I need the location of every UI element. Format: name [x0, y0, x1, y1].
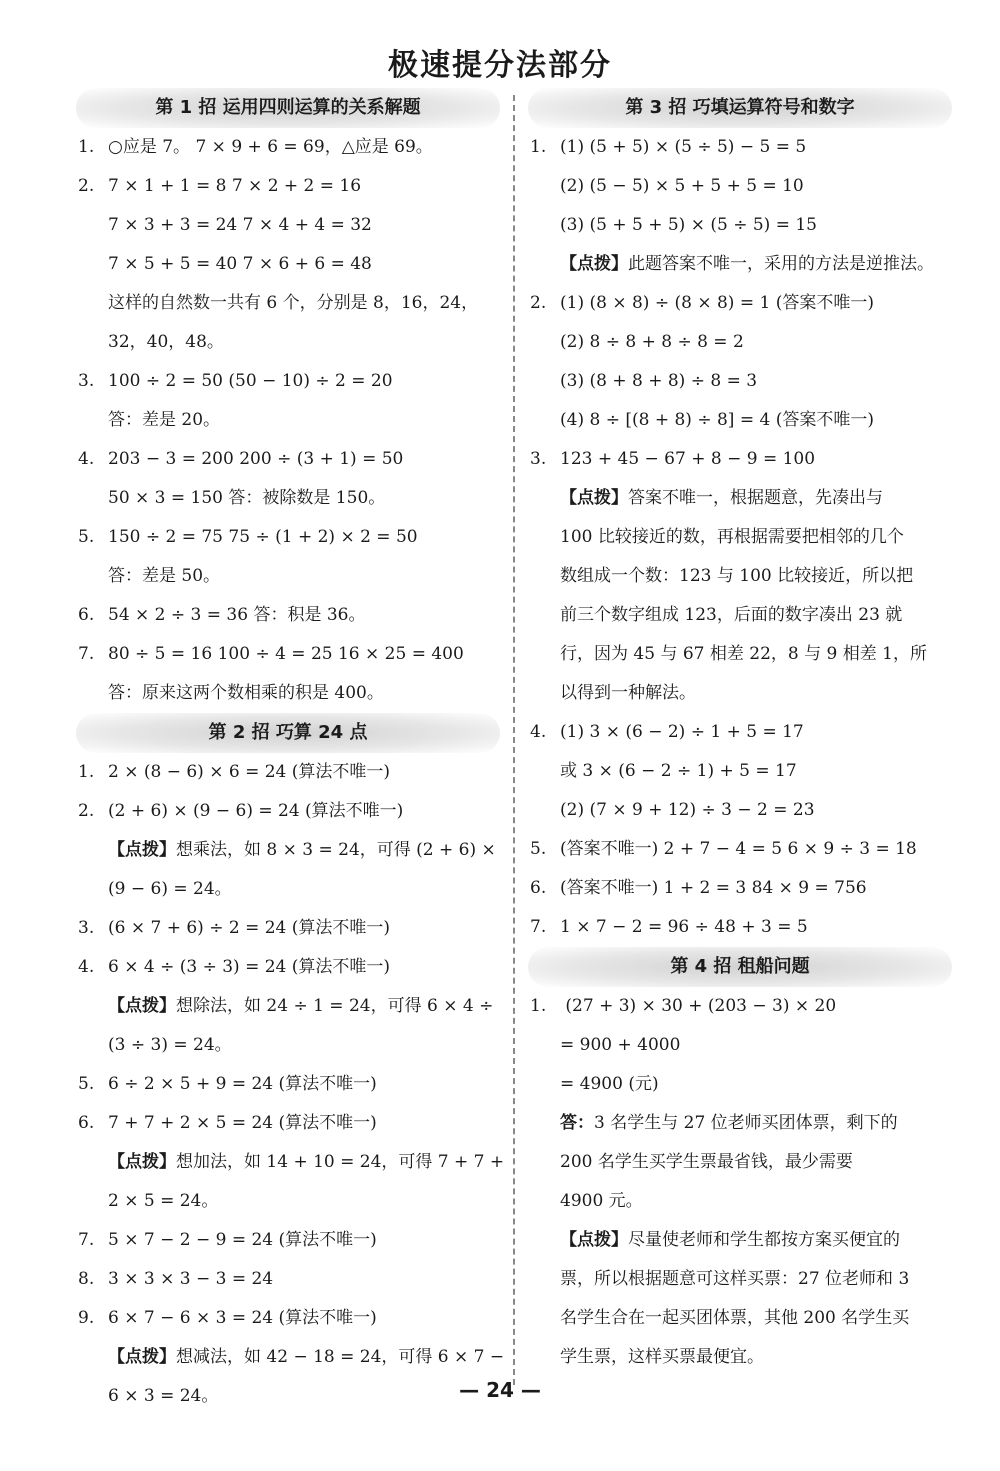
- answer-text: 123 + 45 − 67 + 8 − 9 = 100: [560, 449, 816, 469]
- answer-line: [530, 791, 950, 830]
- answer-text: 想除法，如 24 ÷ 1 = 24，可得 6 × 4 ÷: [176, 996, 494, 1016]
- answer-line: [530, 869, 950, 908]
- answer-line: [78, 440, 498, 479]
- answer-line: [78, 479, 498, 518]
- answer-text: (2) (7 × 9 + 12) ÷ 3 − 2 = 23: [560, 800, 815, 820]
- answer-text: = 900 + 4000: [560, 1035, 681, 1055]
- answer-text: 203 − 3 = 200 200 ÷ (3 + 1) = 50: [108, 449, 404, 469]
- section-heading: 第 4 招 租船问题: [528, 947, 952, 987]
- answer-text: 32，40，48。: [108, 332, 224, 352]
- answer-line: [78, 635, 498, 674]
- answer-text: (3) (5 + 5 + 5) × (5 ÷ 5) = 15: [560, 215, 817, 235]
- answer-text: (1) (5 + 5) × (5 ÷ 5) − 5 = 5: [560, 137, 807, 157]
- answer-line: [78, 987, 498, 1026]
- answer-line: [78, 792, 498, 831]
- question-number: 1.: [78, 762, 95, 782]
- answer-line: [530, 323, 950, 362]
- question-number: 9.: [78, 1308, 95, 1328]
- answer-line: [78, 596, 498, 635]
- answer-text: 80 ÷ 5 = 16 100 ÷ 4 = 25 16 × 25 = 400: [108, 644, 464, 664]
- answer-line: [78, 948, 498, 987]
- answer-text: = 4900 (元): [560, 1074, 659, 1094]
- tip-label: 【点拨】: [560, 1230, 628, 1250]
- tip-label: 【点拨】: [108, 1152, 176, 1172]
- answer-line: [78, 1221, 498, 1260]
- question-number: 8.: [78, 1269, 95, 1289]
- answer-line: [78, 753, 498, 792]
- section-heading: 第 1 招 运用四则运算的关系解题: [76, 88, 500, 128]
- answer-line: [530, 987, 950, 1026]
- question-number: 3.: [78, 918, 95, 938]
- answer-text: 7 × 3 + 3 = 24 7 × 4 + 4 = 32: [108, 215, 372, 235]
- answer-text: (27 + 3) × 30 + (203 − 3) × 20: [560, 996, 837, 1016]
- answer-line: [78, 1143, 505, 1182]
- answer-line: [78, 909, 498, 948]
- answer-text: (2) (5 − 5) × 5 + 5 + 5 = 10: [560, 176, 804, 196]
- question-number: 4.: [78, 957, 95, 977]
- tip-label: 【点拨】: [560, 254, 628, 274]
- answer-text: 3 × 3 × 3 − 3 = 24: [108, 1269, 274, 1289]
- answer-line: [530, 284, 950, 323]
- question-number: 6.: [78, 605, 95, 625]
- question-number: 1.: [530, 996, 547, 1016]
- question-number: 3.: [78, 371, 95, 391]
- answer-text: 答：差是 50。: [108, 566, 221, 586]
- answer-text: 7 × 5 + 5 = 40 7 × 6 + 6 = 48: [108, 254, 372, 274]
- question-number: 3.: [530, 449, 547, 469]
- tip-label: 【点拨】: [108, 1347, 176, 1367]
- answer-line: [78, 206, 498, 245]
- answer-text: 行，因为 45 与 67 相差 22，8 与 9 相差 1，所: [560, 644, 927, 664]
- answer-text: (答案不唯一) 2 + 7 − 4 = 5 6 × 9 ÷ 3 = 18: [560, 839, 917, 859]
- answer-text: (3 ÷ 3) = 24。: [108, 1035, 232, 1055]
- answer-text: (2) 8 ÷ 8 + 8 ÷ 8 = 2: [560, 332, 744, 352]
- question-number: 2.: [78, 801, 95, 821]
- question-number: 6.: [78, 1113, 95, 1133]
- answer-text: 这样的自然数一共有 6 个，分别是 8，16，24，: [108, 293, 479, 313]
- answer-line: [78, 128, 498, 167]
- answer-text: (9 − 6) = 24。: [108, 879, 232, 899]
- answer-text: (答案不唯一) 1 + 2 = 3 84 × 9 = 756: [560, 878, 867, 898]
- answer-text: 想加法，如 14 + 10 = 24，可得 7 + 7 +: [176, 1152, 505, 1172]
- answer-text: 名学生合在一起买团体票，其他 200 名学生买: [560, 1308, 910, 1328]
- tip-label: 【点拨】: [108, 996, 176, 1016]
- question-number: 4.: [78, 449, 95, 469]
- answer-line: [78, 674, 498, 713]
- answer-text: 尽量使老师和学生都按方案买便宜的: [628, 1230, 900, 1250]
- answer-line: [78, 1065, 498, 1104]
- answer-text: 150 ÷ 2 = 75 75 ÷ (1 + 2) × 2 = 50: [108, 527, 418, 547]
- question-number: 6.: [530, 878, 547, 898]
- answer-text: 3 名学生与 27 位老师买团体票，剩下的: [594, 1113, 898, 1133]
- answer-text: 200 名学生买学生票最省钱，最少需要: [560, 1152, 853, 1172]
- tip-label: 答：: [560, 1113, 594, 1133]
- question-number: 2.: [78, 176, 95, 196]
- answer-text: 答案不唯一，根据题意，先凑出与: [628, 488, 883, 508]
- answer-line: [530, 1338, 950, 1377]
- answer-text: 6 ÷ 2 × 5 + 9 = 24 (算法不唯一): [108, 1074, 377, 1094]
- question-number: 7.: [78, 644, 95, 664]
- question-number: 5.: [530, 839, 547, 859]
- answer-text: 前三个数字组成 123，后面的数字凑出 23 就: [560, 605, 903, 625]
- answer-line: [530, 1065, 950, 1104]
- answer-line: [530, 830, 950, 869]
- answer-line: [530, 1182, 950, 1221]
- tip-label: 【点拨】: [560, 488, 628, 508]
- question-number: 1.: [78, 137, 95, 157]
- answer-text: 票，所以根据题意可这样买票：27 位老师和 3: [560, 1269, 910, 1289]
- answer-line: [78, 323, 498, 362]
- answer-text: 或 3 × (6 − 2 ÷ 1) + 5 = 17: [560, 761, 797, 781]
- answer-line: [530, 674, 950, 713]
- question-number: 5.: [78, 1074, 95, 1094]
- answer-line: [78, 1338, 505, 1377]
- answer-text: 54 × 2 ÷ 3 = 36 答：积是 36。: [108, 605, 366, 625]
- section-heading: 第 3 招 巧填运算符号和数字: [528, 88, 952, 128]
- answer-text: 100 ÷ 2 = 50 (50 − 10) ÷ 2 = 20: [108, 371, 393, 391]
- answer-text: (1) 3 × (6 − 2) ÷ 1 + 5 = 17: [560, 722, 804, 742]
- right-column: [530, 88, 950, 1377]
- answer-line: [530, 440, 950, 479]
- answer-line: [78, 401, 498, 440]
- answer-line: [78, 284, 498, 323]
- answer-line: [530, 1260, 950, 1299]
- answer-text: 1 × 7 − 2 = 96 ÷ 48 + 3 = 5: [560, 917, 808, 937]
- answer-line: [78, 518, 498, 557]
- answer-line: [530, 557, 950, 596]
- answer-line: [78, 1299, 498, 1338]
- answer-text: 7 + 7 + 2 × 5 = 24 (算法不唯一): [108, 1113, 377, 1133]
- answer-line: [78, 1104, 498, 1143]
- answer-text: 6 × 3 = 24。: [108, 1386, 219, 1406]
- answer-line: [530, 1221, 950, 1260]
- answer-line: [530, 1026, 950, 1065]
- answer-text: 7 × 1 + 1 = 8 7 × 2 + 2 = 16: [108, 176, 362, 196]
- answer-text: 答：原来这两个数相乘的积是 400。: [108, 683, 384, 703]
- answer-line: [530, 713, 950, 752]
- answer-line: [530, 479, 950, 518]
- tip-label: 【点拨】: [108, 840, 176, 860]
- answer-text: 4900 元。: [560, 1191, 643, 1211]
- answer-line: [530, 752, 950, 791]
- answer-text: 6 × 7 − 6 × 3 = 24 (算法不唯一): [108, 1308, 377, 1328]
- answer-line: [530, 401, 950, 440]
- answer-line: [530, 128, 950, 167]
- answer-text: 此题答案不唯一，采用的方法是逆推法。: [628, 254, 934, 274]
- answer-line: [530, 908, 950, 947]
- answer-line: [530, 167, 950, 206]
- answer-line: [78, 1182, 498, 1221]
- answer-text: 答：差是 20。: [108, 410, 221, 430]
- answer-line: [78, 167, 498, 206]
- answer-line: [530, 206, 950, 245]
- answer-text: 2 × 5 = 24。: [108, 1191, 219, 1211]
- answer-text: 50 × 3 = 150 答：被除数是 150。: [108, 488, 386, 508]
- answer-text: (1) (8 × 8) ÷ (8 × 8) = 1 (答案不唯一): [560, 293, 874, 313]
- answer-text: 2 × (8 − 6) × 6 = 24 (算法不唯一): [108, 762, 391, 782]
- answer-text: 想乘法，如 8 × 3 = 24，可得 (2 + 6) ×: [176, 840, 496, 860]
- answer-line: [78, 831, 498, 870]
- question-number: 7.: [530, 917, 547, 937]
- question-number: 4.: [530, 722, 547, 742]
- answer-line: [530, 362, 950, 401]
- answer-text: (3) (8 + 8 + 8) ÷ 8 = 3: [560, 371, 758, 391]
- answer-text: (4) 8 ÷ [(8 + 8) ÷ 8] = 4 (答案不唯一): [560, 410, 874, 430]
- question-number: 7.: [78, 1230, 95, 1250]
- answer-line: [530, 245, 950, 284]
- column-divider: [513, 95, 515, 1385]
- answer-text: (6 × 7 + 6) ÷ 2 = 24 (算法不唯一): [108, 918, 391, 938]
- question-number: 1.: [530, 137, 547, 157]
- answer-line: [530, 1299, 950, 1338]
- answer-line: [530, 635, 950, 674]
- page-number: — 24 —: [459, 1378, 541, 1402]
- section-heading: 第 2 招 巧算 24 点: [76, 713, 500, 753]
- page-title: 极速提分法部分: [388, 48, 612, 83]
- answer-line: [530, 596, 950, 635]
- answer-line: [530, 518, 950, 557]
- answer-line: [78, 362, 498, 401]
- answer-line: [530, 1104, 950, 1143]
- answer-text: 100 比较接近的数，再根据需要把相邻的几个: [560, 527, 904, 547]
- answer-text: 6 × 4 ÷ (3 ÷ 3) = 24 (算法不唯一): [108, 957, 391, 977]
- answer-text: (2 + 6) × (9 − 6) = 24 (算法不唯一): [108, 801, 404, 821]
- answer-text: 数组成一个数：123 与 100 比较接近，所以把: [560, 566, 914, 586]
- answer-text: 以得到一种解法。: [560, 683, 696, 703]
- question-number: 5.: [78, 527, 95, 547]
- answer-line: [78, 870, 498, 909]
- answer-text: ○应是 7。 7 × 9 + 6 = 69，△应是 69。: [108, 137, 433, 157]
- answer-text: 5 × 7 − 2 − 9 = 24 (算法不唯一): [108, 1230, 377, 1250]
- answer-text: 想减法，如 42 − 18 = 24，可得 6 × 7 −: [176, 1347, 505, 1367]
- left-column: [78, 88, 505, 1416]
- answer-line: [78, 1026, 498, 1065]
- answer-line: [78, 557, 498, 596]
- answer-line: [530, 1143, 950, 1182]
- answer-line: [78, 245, 498, 284]
- answer-text: 学生票，这样买票最便宜。: [560, 1347, 764, 1367]
- answer-line: [78, 1260, 498, 1299]
- question-number: 2.: [530, 293, 547, 313]
